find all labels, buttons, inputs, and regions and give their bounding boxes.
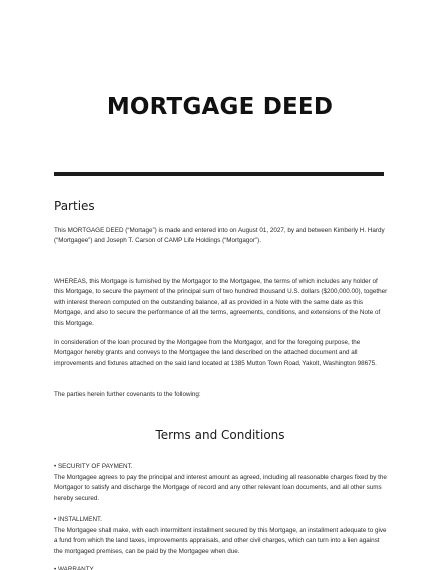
installment-paragraph: The Mortgagee shall make, with each intermittent installment secured by this Mortgage, an installment adequate to give a fund from which the land taxes, improvements appraisals, and other civil charges, which can turn into a lien against the mortgaged premises, can be paid by the Mortgagee when due. [54,527,387,555]
title-divider [54,172,384,176]
covenants-paragraph: The parties herein further covenants to the following: [54,391,201,398]
installment-label: • INSTALLMENT. [54,516,102,523]
document-title: MORTGAGE DEED [106,94,334,120]
security-paragraph: The Mortgagee agrees to pay the principal and interest amount as agreed, including all reasonable charges fixed by the Mortgagor to satisfy and discharge the Mortgage of record and any other relevant loan documents, and all other sums hereby secured. [54,474,387,502]
security-label: • SECURITY OF PAYMENT. [54,463,133,470]
consideration-paragraph: In consideration of the loan procured by the Mortgagee from the Mortgagor, and for the foregoing purpose, the Mortgagor hereby grants and conveys to the Mortgagee the land described on the attached document and all improvements and fixtures attached on the said land located at 1385 Mutton Town Road, Yakolt, Washington 98675. [54,339,377,367]
warranty-label: • WARRANTY. [54,566,95,570]
whereas-paragraph: WHEREAS, this Mortgage is furnished by the Mortgagor to the Mortgagee, the terms of which includes any holder of this Mortgage, to secure the payment of the principal sum of two hundred thousand U.S. dollars ($200,000.00), together with interest thereon computed on the outstanding balance, all as provided in a Note with the same date as this Mortgage, and also to secure the performance of all the terms, agreements, conditions, and extensions of the Note of this Mortgage. [54,278,388,327]
parties-heading: Parties [54,199,95,213]
terms-heading: Terms and Conditions [155,428,285,442]
parties-paragraph: This MORTGAGE DEED (“Mortage”) is made and entered into on August 01, 2027, by and between Kimberly H. Hardy (“Mortgagee”) and Joseph T. Carson of CAMP Life Holdings (“Mortgagor”). [54,227,385,245]
